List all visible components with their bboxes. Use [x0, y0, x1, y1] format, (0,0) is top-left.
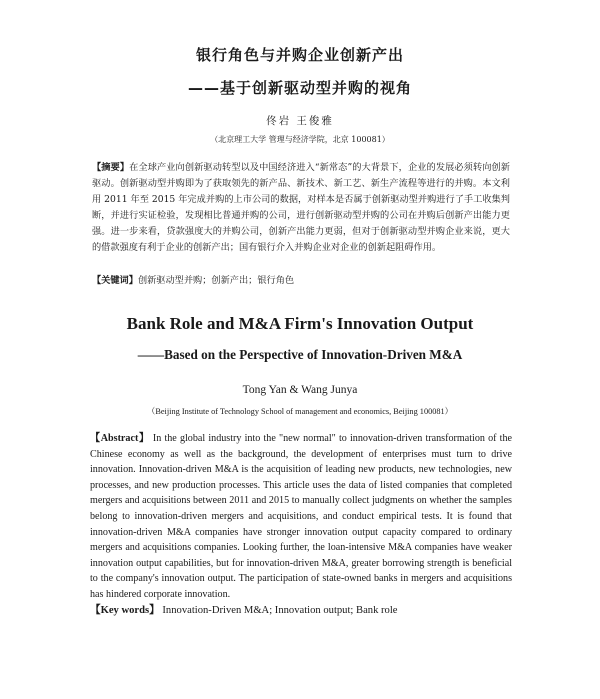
en-keywords-label: 【Key words】 — [90, 605, 160, 616]
en-abstract — [90, 431, 512, 603]
cn-title: 银行角色与并购企业创新产出 — [195, 46, 404, 64]
cn-abstract — [92, 160, 510, 256]
cn-keywords-label: 【关键词】 — [92, 275, 138, 286]
cn-keywords — [92, 273, 510, 289]
cn-affiliation: （北京理工大学 管理与经济学院，北京 100081） — [210, 135, 390, 144]
cn-abstract-label: 【摘要】 — [92, 162, 130, 173]
en-abstract-label: 【Abstract】 — [90, 433, 150, 444]
en-affiliation: （Beijing Institute of Technology School of management and economics, Beijing 100081） — [147, 407, 453, 416]
cn-abstract-text: 在全球产业向创新驱动转型以及中国经济进入“新常态”的大背景下，企业的发展必须转向创新驱动。创新驱动型并购即为了获取领先的新产品、新技术、新工艺、新生产流程等进行的并购。本文利用 2011 年至 2015 年完成并购的上市公司的数据，对样本是否属于创新驱动型并购进行了手工收集判断，并进行实证检验，发现相比普通并购的公司，进行创新驱动型并购的公司在并购后创新产出能力更强。进一步来看，贷款强度大的并购公司，创新产出能力更弱，但对于创新驱动型并购企业来说，更大的借款强度有利于企业的创新产出；国有银行介入并购企业对企业的创新起阻碍作用。 — [92, 162, 510, 253]
en-title: Bank Role and M&A Firm's Innovation Output — [126, 314, 474, 333]
en-subtitle: ——Based on the Perspective of Innovation-Driven M&A — [137, 347, 463, 362]
cn-keywords-text: 创新驱动型并购；创新产出；银行角色 — [137, 275, 295, 286]
cn-subtitle: ——基于创新驱动型并购的视角 — [187, 79, 412, 97]
en-authors: Tong Yan & Wang Junya — [242, 384, 358, 396]
cn-authors: 佟岩 王俊雅 — [266, 115, 334, 127]
en-keywords — [90, 603, 512, 619]
en-abstract-text: In the global industry into the "new normal" to innovation-driven transformation of the Chinese economy as well as the background, the development of enterprises must turn to drive innovation. Innovation-driven M&A is the acquisition of leading new products, new technologies, new processes, and new production processes. This article uses the data of listed companies that completed mergers and acquisitions between 2011 and 2015 to manually collect judgments on whether the samples belong to innovation-driven mergers and acquisitions, and conduct empirical tests. It is found that innovation-driven M&A companies have stronger innovation output capacity compared to ordinary mergers and acquisitions companies. Looking further, the loan-intensive M&A companies have weaker innovation output capabilities, but for innovation-driven M&A, greater borrowing strength is beneficial to the company's innovation output. The participation of state-owned banks in mergers and acquisitions has hindered corporate innovation. — [90, 433, 512, 600]
en-keywords-text: Innovation-Driven M&A; Innovation output; Bank role — [162, 605, 398, 616]
